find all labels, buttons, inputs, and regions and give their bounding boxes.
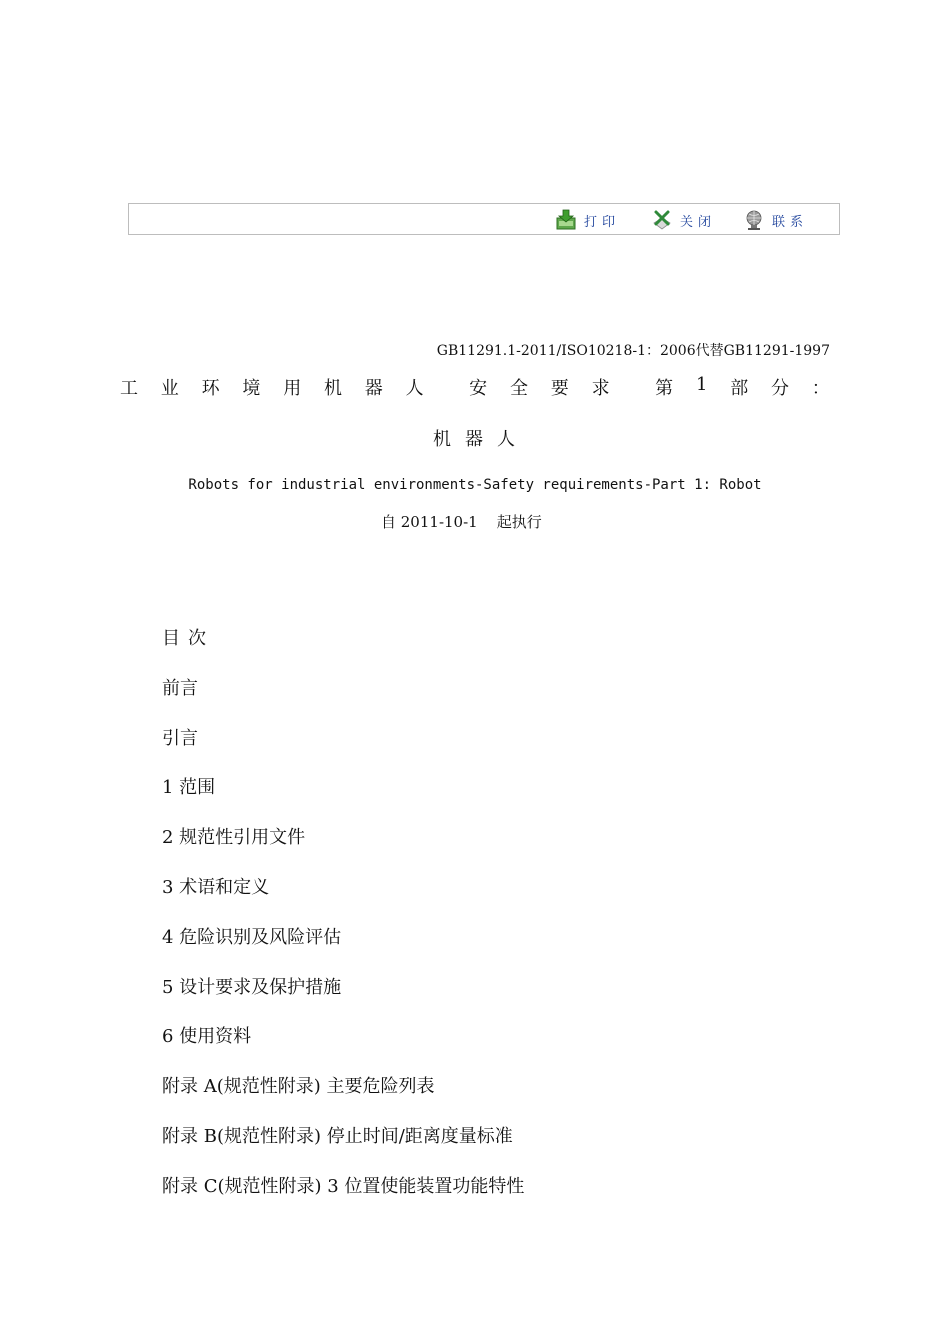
toc-item: 附录 A(规范性附录) 主要危险列表: [162, 1076, 435, 1098]
title-cn-line1: [120, 374, 830, 400]
toc-item: 6 使用资料: [162, 1026, 252, 1048]
toc-item: 2 规范性引用文件: [162, 827, 306, 849]
title-char: 求: [591, 378, 610, 399]
toc-item: 5 设计要求及保护措施: [162, 976, 342, 998]
close-x-icon: [651, 209, 673, 231]
title-char: 器: [364, 378, 383, 399]
title-char: 用: [283, 378, 302, 399]
close-button[interactable]: [651, 209, 716, 231]
close-label: 关闭: [680, 214, 717, 230]
title-char: ：: [811, 378, 830, 399]
title-char: 分: [771, 378, 789, 399]
toolbar: [128, 203, 840, 235]
toc-heading: 目次: [162, 628, 214, 649]
contact-globe-icon: [743, 209, 765, 231]
effective-date: 自 2011-10-1 起执行: [381, 513, 542, 531]
standard-codes: GB11291.1-2011/ISO10218-1：2006代替GB11291-1997: [436, 343, 830, 359]
toc-item: 1 范围: [162, 777, 216, 799]
title-char: 工: [120, 378, 138, 399]
table-of-contents: [162, 626, 524, 1224]
toc-item: 前言: [162, 677, 198, 699]
print-download-icon: [555, 209, 577, 231]
contact-label: 联系: [772, 214, 809, 230]
title-char: 第: [655, 378, 674, 399]
toc-item: 附录 C(规范性附录) 3 位置使能装置功能特性: [162, 1175, 525, 1197]
title-char: 环: [201, 378, 220, 399]
toc-item: 3 术语和定义: [162, 876, 270, 898]
toc-item: 引言: [162, 727, 198, 749]
toc-item: 4 危险识别及风险评估: [162, 926, 342, 948]
print-label: 打印: [584, 214, 621, 230]
title-char: 业: [160, 378, 179, 399]
title-char: 部: [730, 378, 749, 399]
title-char: 全: [509, 378, 528, 399]
contact-button[interactable]: [743, 209, 808, 231]
toc-item: 附录 B(规范性附录) 停止时间/距离度量标准: [162, 1125, 513, 1147]
title-en: Robots for industrial environments-Safety requirements-Part 1: Robot: [188, 477, 762, 493]
title-char: 人: [405, 378, 424, 399]
print-button[interactable]: [555, 209, 620, 231]
title-char: 要: [550, 378, 569, 399]
title-char: 安: [469, 378, 488, 399]
title-cn-line2: 机器人: [433, 429, 529, 450]
title-char: 1: [695, 374, 708, 395]
title-char: 境: [242, 378, 261, 399]
title-char: 机: [323, 378, 342, 399]
